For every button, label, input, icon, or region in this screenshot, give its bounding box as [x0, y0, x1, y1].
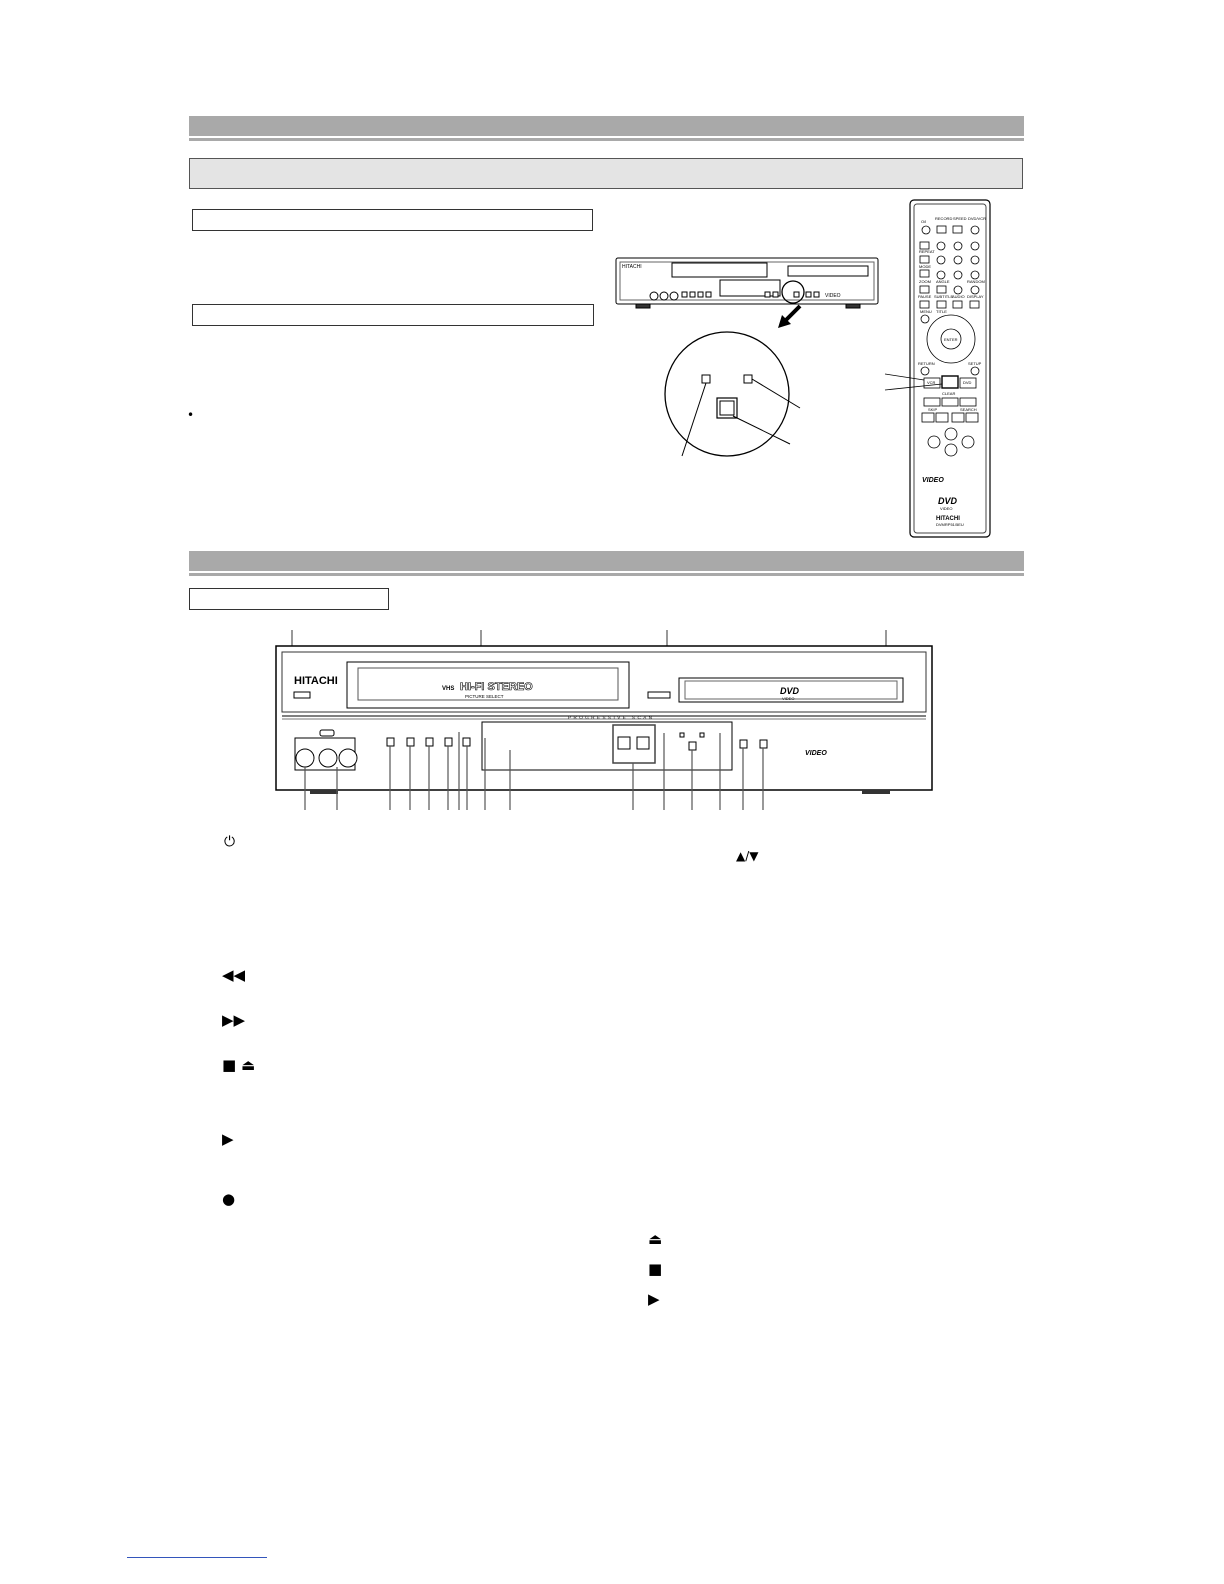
svg-text:PICTURE SELECT: PICTURE SELECT [465, 694, 504, 699]
front-panel-diagram [270, 620, 945, 820]
record-icon: ● [222, 1190, 236, 1208]
svg-text:VIDEO: VIDEO [805, 750, 827, 757]
svg-text:ZOOM: ZOOM [919, 279, 931, 284]
svg-text:RETURN: RETURN [918, 361, 935, 366]
svg-text:DVD: DVD [780, 686, 800, 696]
svg-text:DVD: DVD [938, 496, 958, 506]
svg-text:MODE: MODE [919, 264, 931, 269]
play-icon: ▶ [648, 1290, 660, 1308]
svg-text:HI-FI STEREO: HI-FI STEREO [460, 681, 533, 693]
unit-detail-illustration [600, 248, 900, 463]
topic-box-1 [192, 209, 593, 231]
svg-text:VIDEO: VIDEO [825, 293, 841, 299]
svg-text:SPEED: SPEED [953, 216, 967, 221]
svg-text:SKIP: SKIP [928, 407, 938, 412]
fast-forward-icon: ▶▶ [222, 1011, 246, 1029]
svg-text:MENU: MENU [920, 309, 932, 314]
svg-text:DVD/VCR: DVD/VCR [968, 216, 987, 221]
svg-text:CLEAR: CLEAR [942, 391, 956, 396]
svg-text:VIDEO: VIDEO [922, 477, 944, 484]
svg-text:RECORD: RECORD [935, 216, 953, 221]
topic-box-2 [192, 304, 594, 326]
rewind-icon: ◀◀ [222, 966, 246, 984]
up-down-icon: ▲/▼ [736, 849, 759, 863]
stop-icon: ■ [648, 1260, 663, 1278]
svg-text:ENTER: ENTER [944, 337, 958, 342]
svg-text:RANDOM: RANDOM [967, 279, 985, 284]
svg-text:HITACHI: HITACHI [294, 675, 338, 687]
middle-section-bar-rule [189, 573, 1024, 576]
top-section-bar [189, 116, 1024, 136]
svg-text:TITLE: TITLE [936, 309, 947, 314]
svg-text:VIDEO: VIDEO [782, 696, 795, 701]
svg-text:ANGLE: ANGLE [936, 279, 950, 284]
bullet: • [187, 408, 195, 422]
svg-text:VIDEO: VIDEO [940, 506, 953, 511]
subsection-heading-box [189, 158, 1023, 189]
remote-control-illustration [880, 198, 992, 540]
front-panel-heading-box [189, 588, 389, 610]
standby-icon: ⏻ [224, 834, 236, 850]
svg-text:PROGRESSIVE SCAN: PROGRESSIVE SCAN [568, 715, 655, 720]
svg-text:REPEAT: REPEAT [919, 249, 935, 254]
svg-text:DISPLAY: DISPLAY [967, 294, 984, 299]
svg-text:SETUP: SETUP [968, 361, 982, 366]
svg-text:HITACHI: HITACHI [622, 264, 642, 270]
svg-text:VHS: VHS [442, 686, 455, 692]
svg-text:VCR: VCR [927, 380, 936, 385]
eject-icon: ⏏ [648, 1230, 663, 1248]
svg-text:AUDIO: AUDIO [952, 294, 965, 299]
svg-text:O/I: O/I [921, 219, 927, 224]
svg-text:SEARCH: SEARCH [960, 407, 977, 412]
svg-text:DVMRP51/5EU: DVMRP51/5EU [936, 522, 964, 527]
svg-text:PAUSE: PAUSE [918, 294, 932, 299]
footer-link-rule [127, 1557, 267, 1558]
middle-section-bar [189, 551, 1024, 571]
stop-eject-icon: ■ ⏏ [222, 1056, 256, 1074]
svg-text:DVD: DVD [963, 380, 972, 385]
play-icon: ▶ [222, 1130, 234, 1148]
top-section-bar-rule [189, 138, 1024, 141]
svg-text:SUBTITLE: SUBTITLE [934, 294, 954, 299]
svg-text:HITACHI: HITACHI [936, 516, 960, 522]
